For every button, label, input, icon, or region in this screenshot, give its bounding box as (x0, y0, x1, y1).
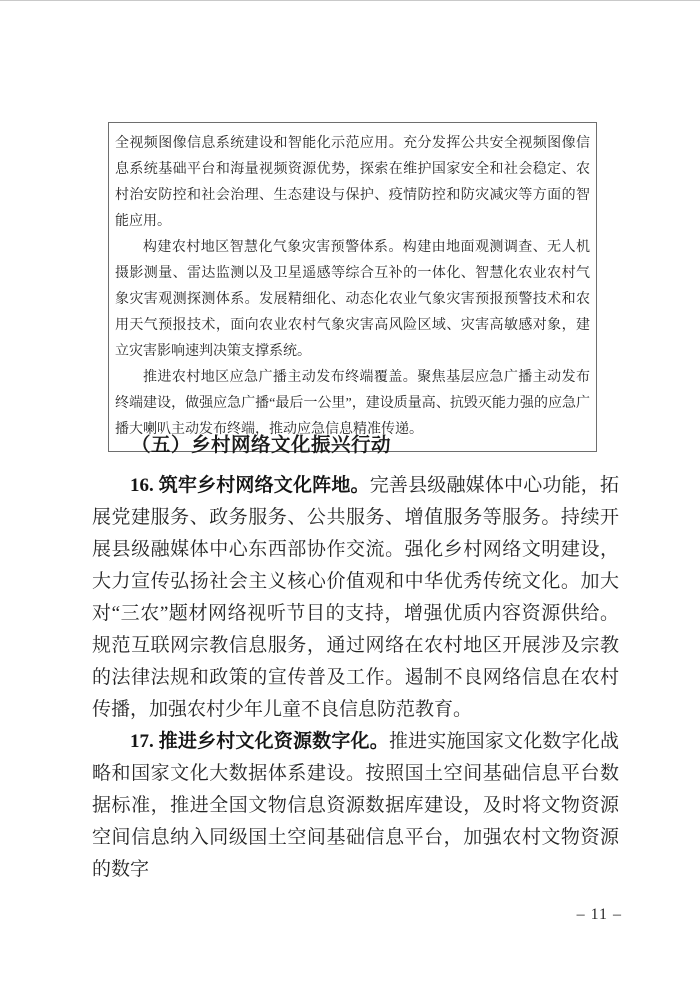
page-number: – 11 – (576, 906, 622, 923)
paragraph-item-16 (92, 470, 619, 726)
item-17-number: 17. (130, 731, 154, 752)
document-body (92, 430, 619, 886)
paragraph-item-17 (92, 726, 619, 886)
item-17-title: 推进乡村文化资源数字化。 (158, 731, 389, 752)
boxed-paragraph-2: 构建农村地区智慧化气象灾害预警体系。构建由地面观测调查、无人机摄影测量、雷达监测以及卫星遥感等综合互补的一体化、智慧化农业农村气象灾害观测探测体系。发展精细化、动态化农业气象灾害预报预警技术和农用天气预报技术，面向农业农村气象灾害高风险区域、灾害高敏感对象，建立灾害影响速判决策支撑系统。 (115, 240, 590, 359)
item-16-body: 完善县级融媒体中心功能，拓展党建服务、政务服务、公共服务、增值服务等服务。持续开展县级融媒体中心东西部协作交流。强化乡村网络文明建设，大力宣传弘扬社会主义核心价值观和中华优秀传统文化。加大对“三农”题材网络视听节目的支持，增强优质内容资源供给。规范互联网宗教信息服务，通过网络在农村地区开展涉及宗教的法律法规和政策的宣传普及工作。遏制不良网络信息在农村传播，加强农村少年儿童不良信息防范教育。 (92, 475, 619, 720)
section-heading: （五）乡村网络文化振兴行动 (131, 435, 392, 456)
item-16-title: 筑牢乡村网络文化阵地。 (158, 475, 370, 496)
scan-edge-line (0, 0, 700, 1)
item-16-number: 16. (130, 475, 154, 496)
boxed-paragraph-3: 推进农村地区应急广播主动发布终端覆盖。聚焦基层应急广播主动发布终端建设，做强应急广播“最后一公里”，建设质量高、抗毁灭能力强的应急广播大喇叭主动发布终端，推动应急信息精准传递。 (115, 370, 590, 437)
boxed-continuation-section (108, 122, 597, 452)
item-17-body: 推进实施国家文化数字化战略和国家文化大数据体系建设。按照国土空间基础信息平台数据标准，推进全国文物信息资源数据库建设，及时将文物资源空间信息纳入同级国土空间基础信息平台，加强农村文物资源的数字 (92, 731, 619, 880)
boxed-paragraph-1: 全视频图像信息系统建设和智能化示范应用。充分发挥公共安全视频图像信息系统基础平台和海量视频资源优势，探索在维护国家安全和社会稳定、农村治安防控和社会治理、生态建设与保护、疫情防控和防灾减灾等方面的智能应用。 (115, 136, 590, 229)
